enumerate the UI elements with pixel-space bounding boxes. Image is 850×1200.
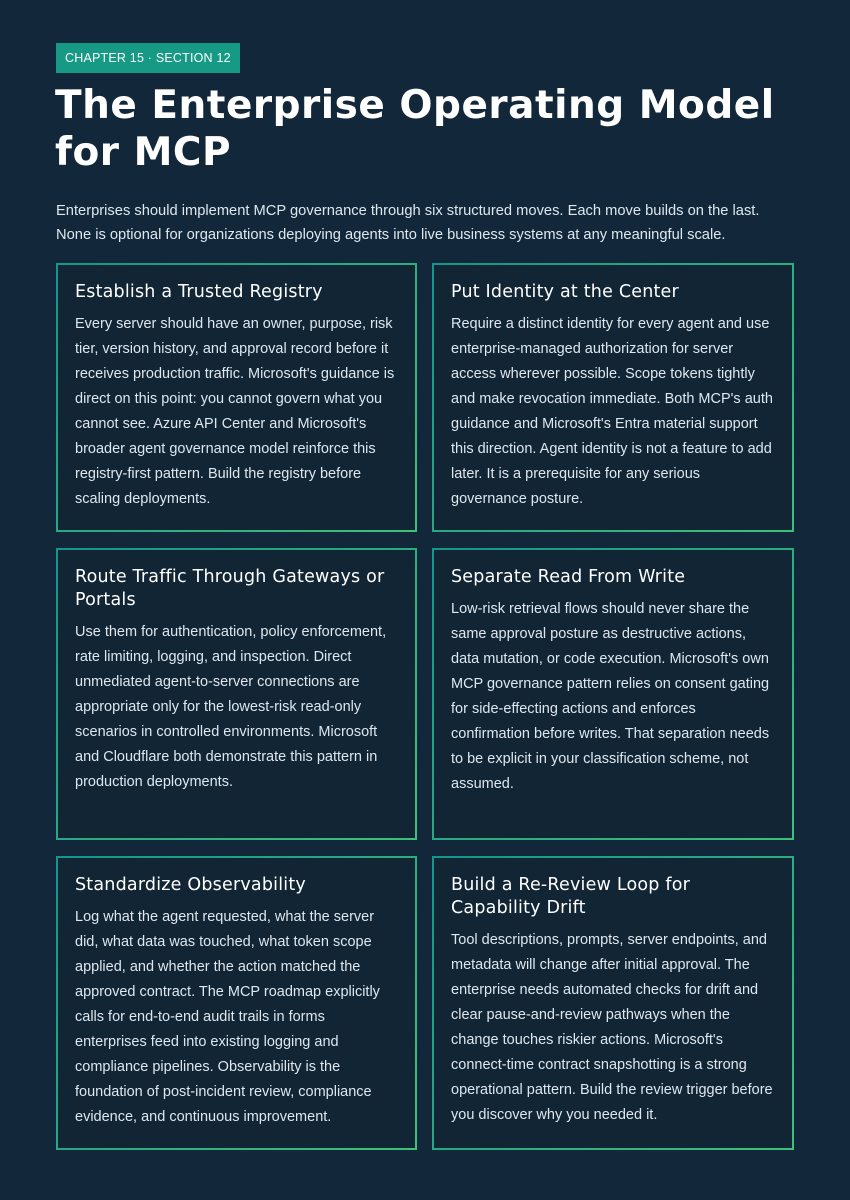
card-separate-read-write xyxy=(432,548,794,840)
card-trusted-registry xyxy=(56,263,417,532)
card-body: Tool descriptions, prompts, server endpoints, and metadata will change after initial approval. The enterprise needs automated checks for drift and clear pause-and-review pathways when the change touches riskier actions. Microsoft's connect-time contract snapshotting is a strong operational pattern. Build the review trigger before you discover why you needed it. xyxy=(451,932,773,1123)
card-body: Require a distinct identity for every agent and use enterprise-managed authorization for server access wherever possible. Scope tokens tightly and make revocation immediate. Both MCP's auth guidance and Microsoft's Entra material support this direction. Agent identity is not a feature to add later. It is a prerequisite for any serious governance posture. xyxy=(451,316,773,507)
card-body: Use them for authentication, policy enforcement, rate limiting, logging, and inspection. Direct unmediated agent-to-server connections are appropriate only for the lowest-risk read-only scenarios in controlled environments. Microsoft and Cloudflare both demonstrate this pattern in production deployments. xyxy=(75,624,387,790)
card-route-traffic xyxy=(56,548,417,840)
chapter-section-badge: CHAPTER 15 · SECTION 12 xyxy=(56,43,240,73)
card-body: Every server should have an owner, purpose, risk tier, version history, and approval record before it receives production traffic. Microsoft's guidance is direct on this point: you cannot govern what you cannot see. Azure API Center and Microsoft's broader agent governance model reinforce this registry-first pattern. Build the registry before scaling deployments. xyxy=(75,316,395,507)
card-title: Route Traffic Through Gateways or Portals xyxy=(75,567,385,610)
card-title: Establish a Trusted Registry xyxy=(75,282,323,302)
card-observability xyxy=(56,856,417,1150)
card-title: Standardize Observability xyxy=(75,875,306,895)
card-re-review-loop xyxy=(432,856,794,1150)
page-title: The Enterprise Operating Model for MCP xyxy=(55,83,775,175)
card-title: Put Identity at the Center xyxy=(451,282,679,302)
card-title: Separate Read From Write xyxy=(451,567,686,587)
card-body: Log what the agent requested, what the server did, what data was touched, what token scope applied, and whether the action matched the approved contract. The MCP roadmap explicitly calls for end-to-end audit trails in forms enterprises feed into existing logging and compliance pipelines. Observability is the foundation of post-incident review, compliance evidence, and continuous improvement. xyxy=(75,909,380,1125)
intro-paragraph: Enterprises should implement MCP governance through six structured moves. Each move builds on the last. None is optional for organizations deploying agents into live business systems at any meaningful scale. xyxy=(56,203,760,243)
card-identity-center xyxy=(432,263,794,532)
card-title: Build a Re-Review Loop for Capability Drift xyxy=(451,875,691,918)
card-body: Low-risk retrieval flows should never share the same approval posture as destructive actions, data mutation, or code execution. Microsoft's own MCP governance pattern relies on consent gating for side-effecting actions and enforces confirmation before writes. That separation needs to be explicit in your classification scheme, not assumed. xyxy=(451,601,770,792)
